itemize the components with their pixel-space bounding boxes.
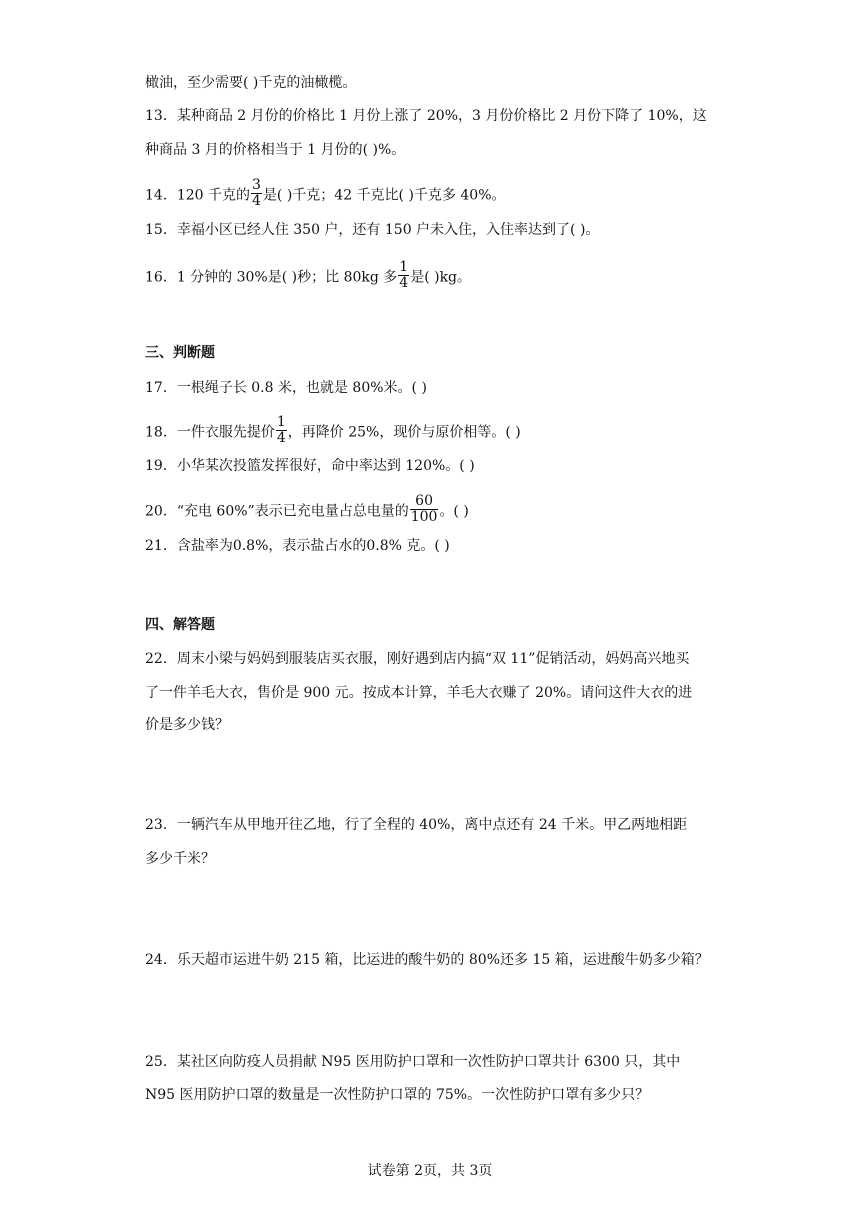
fraction-one-quarter: $\frac{1}{4}$: [276, 414, 286, 446]
question-16-suffix: 是( )kg。: [410, 269, 472, 286]
question-18: [145, 414, 521, 446]
question-12-continuation: 橄油，至少需要( )千克的油橄榄。: [145, 75, 357, 91]
question-14-prefix: 14．120 千克的: [145, 187, 250, 204]
fraction-one-quarter: $\frac{1}{4}$: [399, 259, 409, 291]
question-16-prefix: 16．1 分钟的 30%是( )秒；比 80kg 多: [145, 269, 398, 286]
question-20: [145, 493, 469, 525]
fraction-three-quarters: $\frac{3}{4}$: [252, 177, 261, 209]
question-20-suffix: 。( ): [439, 503, 469, 520]
question-16: [145, 259, 472, 291]
question-19: 19．小华某次投篮发挥很好，命中率达到 120%。( ): [145, 458, 475, 474]
question-20-prefix: 20．“充电 60%”表示已充电量占总电量的: [145, 503, 409, 520]
question-22-line-3: 价是多少钱？: [145, 717, 229, 733]
question-23-line-1: 23．一辆汽车从甲地开往乙地，行了全程的 40%，离中点还有 24 千米。甲乙两地相距: [145, 817, 688, 833]
question-13-line-2: 种商品 3 月的价格相当于 1 月份的( )%。: [145, 142, 406, 158]
question-23-line-2: 多少千米？: [145, 851, 215, 867]
question-14: [145, 177, 506, 209]
question-22-line-1: 22．周末小梁与妈妈到服装店买衣服，刚好遇到店内搞“双 11”促销活动，妈妈高兴地买: [145, 651, 690, 667]
page-footer: 试卷第 2页，共 3页: [367, 1163, 493, 1179]
question-18-suffix: ，再降价 25%，现价与原价相等。( ): [287, 424, 521, 441]
fraction-sixty-hundredths: $\frac{60}{100}$: [410, 493, 438, 525]
section-heading-judgement: 三、判断题: [145, 345, 215, 361]
question-17: 17．一根绳子长 0.8 米，也就是 80%米。( ): [145, 380, 427, 396]
question-25-line-1: 25．某社区向防疫人员捐献 N95 医用防护口罩和一次性防护口罩共计 6300 只，其中: [145, 1054, 681, 1070]
question-24: 24．乐天超市运进牛奶 215 箱，比运进的酸牛奶的 80%还多 15 箱，运进酸牛奶多少箱？: [145, 952, 709, 968]
question-21: 21．含盐率为0.8%，表示盐占水的0.8% 克。( ): [145, 538, 450, 554]
question-13-line-1: 13．某种商品 2 月份的价格比 1 月份上涨了 20%，3 月份价格比 2 月份下降了 10%，这: [145, 108, 707, 124]
question-14-suffix: 是( )千克；42 千克比( )千克多 40%。: [262, 187, 506, 204]
question-22-line-2: 了一件羊毛大衣，售价是 900 元。按成本计算，羊毛大衣赚了 20%。请问这件大衣的进: [145, 685, 693, 701]
section-heading-answer: 四、解答题: [145, 617, 215, 633]
question-18-prefix: 18．一件衣服先提价: [145, 424, 275, 441]
question-25-line-2: N95 医用防护口罩的数量是一次性防护口罩的 75%。一次性防护口罩有多少只？: [145, 1087, 650, 1103]
question-15: 15．幸福小区已经人住 350 户，还有 150 户未入住，入住率达到了( )。: [145, 222, 600, 238]
